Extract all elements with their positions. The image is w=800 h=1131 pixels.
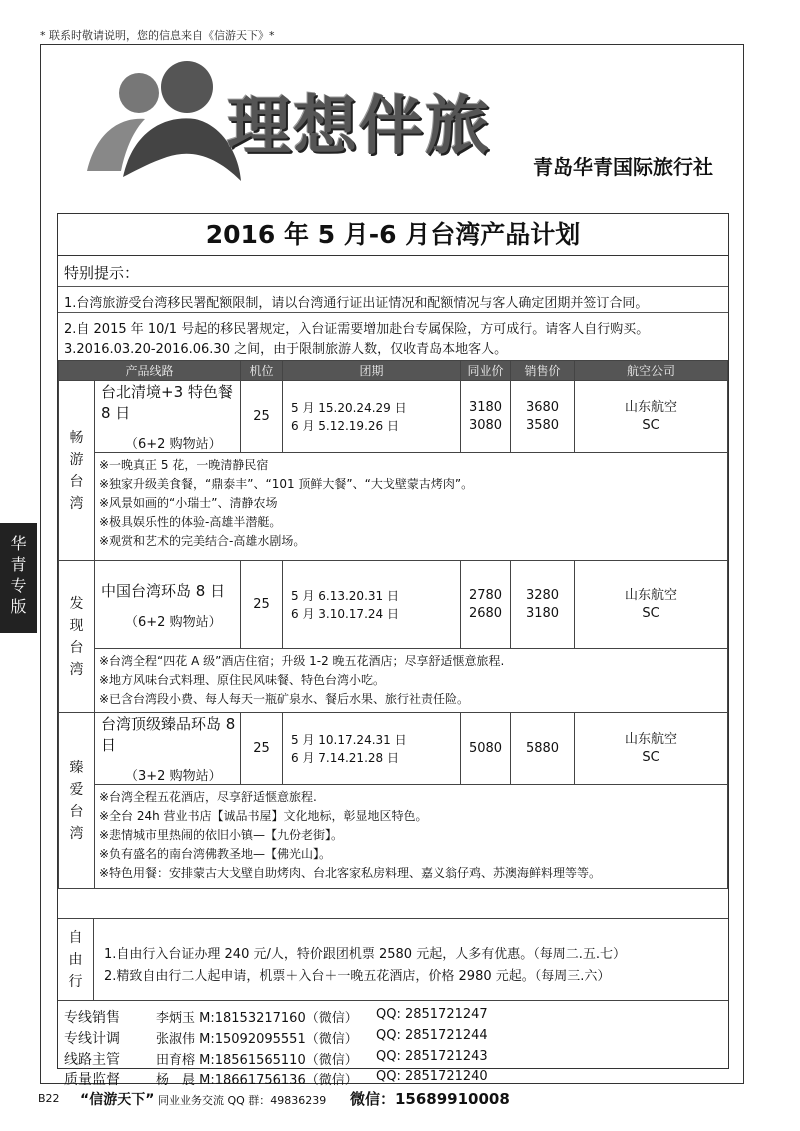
- route-shops: （6+2 购物站）: [125, 614, 222, 630]
- seats-cell: 25: [241, 713, 283, 785]
- route-cell: [95, 381, 241, 453]
- feature-item: ※极具娱乐性的体验-高雄半潜艇。: [99, 515, 282, 529]
- category-char: 湾: [69, 661, 84, 678]
- category-char: 台: [69, 639, 84, 656]
- page-frame: [40, 44, 744, 1088]
- divider: [58, 286, 728, 287]
- airline-name: 山东航空: [624, 731, 677, 747]
- price-value: 2680: [468, 605, 503, 621]
- product-plan: [57, 213, 729, 1088]
- feature-item: ※负有盛名的南台湾佛教圣地—【佛光山】。: [99, 847, 332, 861]
- feature-item: ※台湾全程五花酒店，尽享舒适惬意旅程.: [99, 790, 317, 804]
- header-sale-price: 销售价: [511, 361, 575, 381]
- category-char: 现: [69, 617, 84, 634]
- price-value: 3080: [468, 417, 503, 433]
- category-char: 台: [69, 473, 84, 490]
- category-char: 爱: [69, 781, 84, 798]
- price-value: 3280: [525, 587, 560, 603]
- trade-price-cell: [461, 561, 511, 649]
- header-seats: 机位: [241, 361, 283, 381]
- price-value: 3180: [525, 605, 560, 621]
- feature-item: ※独家升级美食餐，“鼎泰丰”、“101 顶鲜大餐”、“大戈壁蒙古烤肉”。: [99, 477, 474, 491]
- table-row: [59, 785, 728, 889]
- feature-item: ※悲情城市里热闹的依旧小镇—【九份老街】。: [99, 828, 344, 842]
- trade-price-cell: [461, 381, 511, 453]
- side-tab-char: 专: [10, 576, 27, 595]
- sale-price-cell: [511, 381, 575, 453]
- people-logo-icon: [83, 59, 243, 189]
- divider: [58, 312, 728, 313]
- contact-qq: QQ: 2851721244: [376, 1028, 488, 1043]
- feature-item: ※已含台湾段小费、每人每天一瓶矿泉水、餐后水果、旅行社责任险。: [99, 692, 470, 706]
- free-travel-line: 2.精致自由行二人起申请，机票＋入台＋一晚五花酒店，价格 2980 元起。（每周三.六）: [104, 969, 611, 984]
- price-value: 2780: [468, 587, 503, 603]
- trade-price-cell: [461, 713, 511, 785]
- route-cell: [95, 713, 241, 785]
- category-char: 台: [69, 803, 84, 820]
- table-row: [59, 453, 728, 561]
- contact-role: 专线计调: [64, 1031, 120, 1047]
- price-value: 3580: [525, 417, 560, 433]
- features-cell: [95, 453, 728, 561]
- features-cell: [95, 649, 728, 713]
- category-char: 臻: [69, 759, 84, 776]
- airline-cell: [575, 713, 728, 785]
- category-cell: [58, 919, 94, 1001]
- contact-role: 质量监督: [64, 1072, 120, 1088]
- feature-item: ※地方风味台式料理、原住民风味餐、特色台湾小吃。: [99, 673, 386, 687]
- tips-heading: 特别提示：: [64, 264, 140, 282]
- route-cell: [95, 561, 241, 649]
- date-line: 5 月 6.13.20.31 日: [291, 588, 399, 603]
- feature-item: ※一晚真正 5 花，一晚清静民宿: [99, 458, 269, 472]
- footer-brand: “信游天下”: [80, 1092, 155, 1108]
- footer-qq-group: 同业业务交流 QQ 群：49836239: [158, 1094, 327, 1107]
- seats-cell: 25: [241, 561, 283, 649]
- feature-item: ※观赏和艺术的完美结合-高雄水剧场。: [99, 534, 306, 548]
- contacts-section: [58, 1000, 728, 1088]
- route-shops: （3+2 购物站）: [125, 769, 222, 784]
- airline-cell: [575, 561, 728, 649]
- sale-price-cell: [511, 561, 575, 649]
- category-char: 发: [69, 595, 84, 612]
- contact-role: 专线销售: [64, 1010, 120, 1026]
- feature-item: ※全台 24h 营业书店【诚品书屋】文化地标，彰显地区特色。: [99, 809, 428, 823]
- contact-name: 李炳玉 M:18153217160（微信）: [156, 1011, 358, 1026]
- features-cell: [95, 785, 728, 889]
- airline-code: SC: [642, 749, 660, 765]
- dates-cell: [283, 713, 461, 785]
- category-char: 游: [69, 451, 84, 468]
- tip-item: 2.自 2015 年 10/1 号起的移民署规定，入台证需要增加赴台专属保险，方可成行。请客人自行购买。: [64, 322, 650, 337]
- feature-item: ※台湾全程“四花 A 级”酒店住宿；升级 1-2 晚五花酒店；尽享舒适惬意旅程.: [99, 654, 505, 668]
- feature-item: ※风景如画的“小瑞士”、清静农场: [99, 496, 278, 510]
- header-route: 产品线路: [59, 361, 241, 381]
- contact-qq: QQ: 2851721243: [376, 1049, 488, 1064]
- category-char: 行: [68, 974, 83, 990]
- footer-wechat: 微信：15689910008: [350, 1090, 510, 1108]
- airline-cell: [575, 381, 728, 453]
- category-char: 湾: [69, 825, 84, 842]
- contact-qq: QQ: 2851721240: [376, 1069, 488, 1084]
- free-travel-line: 1.自由行入台证办理 240 元/人，特价跟团机票 2580 元起，人多有优惠。（每周二.五.七）: [104, 947, 626, 962]
- date-line: 5 月 15.20.24.29 日: [291, 400, 407, 415]
- sale-price-cell: [511, 713, 575, 785]
- header-airline: 航空公司: [575, 361, 728, 381]
- date-line: 6 月 7.14.21.28 日: [291, 750, 399, 765]
- category-cell: [59, 561, 95, 713]
- top-note: * 联系时敬请说明，您的信息来自《信游天下》*: [40, 29, 275, 42]
- side-tab-char: 青: [10, 555, 27, 574]
- side-tab-char: 版: [10, 597, 27, 616]
- table-row: [59, 381, 728, 453]
- free-travel-section: [58, 918, 728, 1000]
- route-name: 台湾顶级臻品环岛 8 日: [101, 715, 236, 754]
- price-value: 3680: [525, 399, 560, 415]
- dates-cell: [283, 381, 461, 453]
- side-tab: [0, 523, 37, 633]
- table-row: [59, 713, 728, 785]
- route-shops: （6+2 购物站）: [125, 437, 222, 452]
- contact-name: 张淑伟 M:15092095551（微信）: [156, 1032, 358, 1047]
- feature-item: ※特色用餐：安排蒙古大戈壁自助烤肉、台北客家私房料理、嘉义翁仔鸡、苏澳海鲜料理等等。: [99, 866, 602, 880]
- header-trade-price: 同业价: [461, 361, 511, 381]
- products-table: [58, 360, 728, 889]
- table-row: [59, 561, 728, 649]
- table-row: [59, 649, 728, 713]
- table-header-row: [59, 361, 728, 381]
- date-line: 6 月 5.12.19.26 日: [291, 418, 399, 433]
- dates-cell: [283, 561, 461, 649]
- contact-name: 杨 晨 M:18661756136（微信）: [156, 1073, 358, 1088]
- special-tips: [58, 256, 728, 357]
- category-char: 畅: [69, 429, 84, 446]
- contact-name: 田育榕 M:18561565110（微信）: [156, 1053, 358, 1068]
- tip-item: 3.2016.03.20-2016.06.30 之间，由于限制旅游人数，仅收青岛本地客人。: [64, 342, 508, 357]
- category-char: 由: [68, 952, 83, 968]
- side-tab-char: 华: [10, 534, 27, 553]
- contact-qq: QQ: 2851721247: [376, 1007, 488, 1022]
- date-line: 5 月 10.17.24.31 日: [291, 732, 407, 747]
- brand-subtitle: 青岛华青国际旅行社: [533, 155, 713, 179]
- seats-cell: 25: [241, 381, 283, 453]
- price-value: 5080: [468, 740, 503, 756]
- header-dates: 团期: [283, 361, 461, 381]
- airline-name: 山东航空: [624, 399, 677, 415]
- airline-code: SC: [642, 417, 660, 433]
- airline-code: SC: [642, 605, 660, 621]
- contact-role: 线路主管: [64, 1052, 120, 1068]
- tip-item: 1.台湾旅游受台湾移民署配额限制，请以台湾通行证出证情况和配额情况与客人确定团期并签订合同。: [64, 296, 649, 311]
- price-value: 5880: [525, 740, 560, 756]
- category-cell: [59, 381, 95, 561]
- page-number: B22: [38, 1092, 60, 1105]
- price-value: 3180: [468, 399, 503, 415]
- route-name: 台北清境+3 特色餐 8 日: [101, 383, 233, 422]
- category-char: 自: [68, 930, 83, 946]
- date-line: 6 月 3.10.17.24 日: [291, 606, 399, 621]
- brand-title: 理想伴旅: [227, 90, 491, 164]
- route-name: 中国台湾环岛 8 日: [101, 581, 226, 600]
- plan-title: 2016 年 5 月-6 月台湾产品计划: [58, 214, 728, 256]
- category-char: 湾: [69, 495, 84, 512]
- category-cell: [59, 713, 95, 889]
- airline-name: 山东航空: [624, 587, 677, 603]
